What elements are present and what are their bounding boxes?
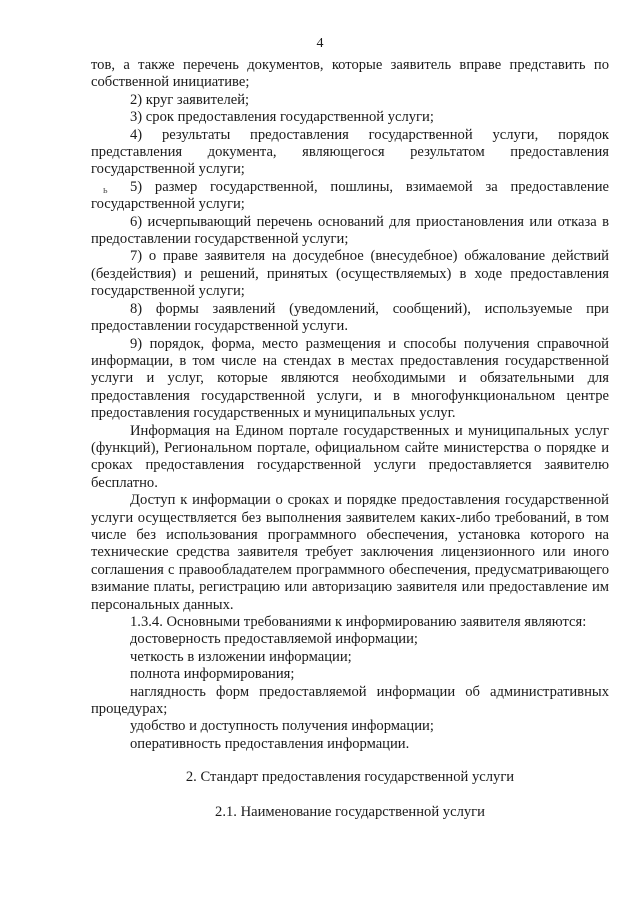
list-item: 9) порядок, форма, место размещения и способы получения справочной информации, в том числе на стендах в местах предоставления государственной услуги и услуг, которые являются необходимыми и обязательными для предоставления государственной услуги, и в многофункциональном центре предоставления государственных и муниципальных услуг. [91,335,609,422]
list-item: полнота информирования; [130,666,295,683]
list-item: 3) срок предоставления государственной услуги; [130,109,434,126]
list-item: 6) исчерпывающий перечень оснований для приостановления или отказа в предоставлении государственной услуги; [91,213,609,248]
list-item: оперативность предоставления информации. [130,735,410,752]
paragraph: 1.3.4. Основными требованиями к информированию заявителя являются: [130,614,587,630]
list-item: 8) формы заявлений (уведомлений, сообщений), используемые при предоставлении государственной услуги. [91,300,609,335]
list-item: 5) размер государственной, пошлины, взимаемой за предоставление государственной услуги; [91,178,609,213]
list-item: достоверность предоставляемой информации; [130,631,418,648]
list-item: 7) о праве заявителя на досудебное (внесудебное) обжалование действий (бездействия) и решений, принятых (осуществляемых) в ходе предоставления государственной услуги; [91,248,609,300]
list-item: четкость в изложении информации; [130,648,352,665]
paragraph: Доступ к информации о сроках и порядке предоставления государственной услуги осуществляется без выполнения заявителем каких-либо требований, в том числе без использования программного обеспечения, установка которого на технические средства заявителя требует заключения лицензионного или иного соглашения с правообладателем программного обеспечения, предусматривающего взимание платы, регистрацию или авторизацию заявителя или предоставление им персональных данных. [91,492,609,613]
section-heading: 2. Стандарт предоставления государственной услуги [185,769,515,786]
scan-mark: ь [103,185,108,196]
list-item: удобство и доступность получения информации; [130,718,434,735]
list-item: наглядность форм предоставляемой информации об административных процедурах; [91,683,609,718]
paragraph: тов, а также перечень документов, которые заявитель вправе представить по собственной инициативе; [91,57,609,91]
paragraph: Информация на Едином портале государственных и муниципальных услуг (функций), Региональном портале, официальном сайте министерства о порядке и сроках предоставления государственной услуги предоставляется заявителю бесплатно. [91,422,609,491]
list-item: 2) круг заявителей; [130,91,250,108]
page-number: 4 [316,36,324,51]
list-item: 4) результаты предоставления государственной услуги, порядок представления документа, являющегося результатом предоставления государственной услуги; [91,126,609,178]
document-body [91,57,609,821]
subsection-heading: 2.1. Наименование государственной услуги [215,803,485,820]
